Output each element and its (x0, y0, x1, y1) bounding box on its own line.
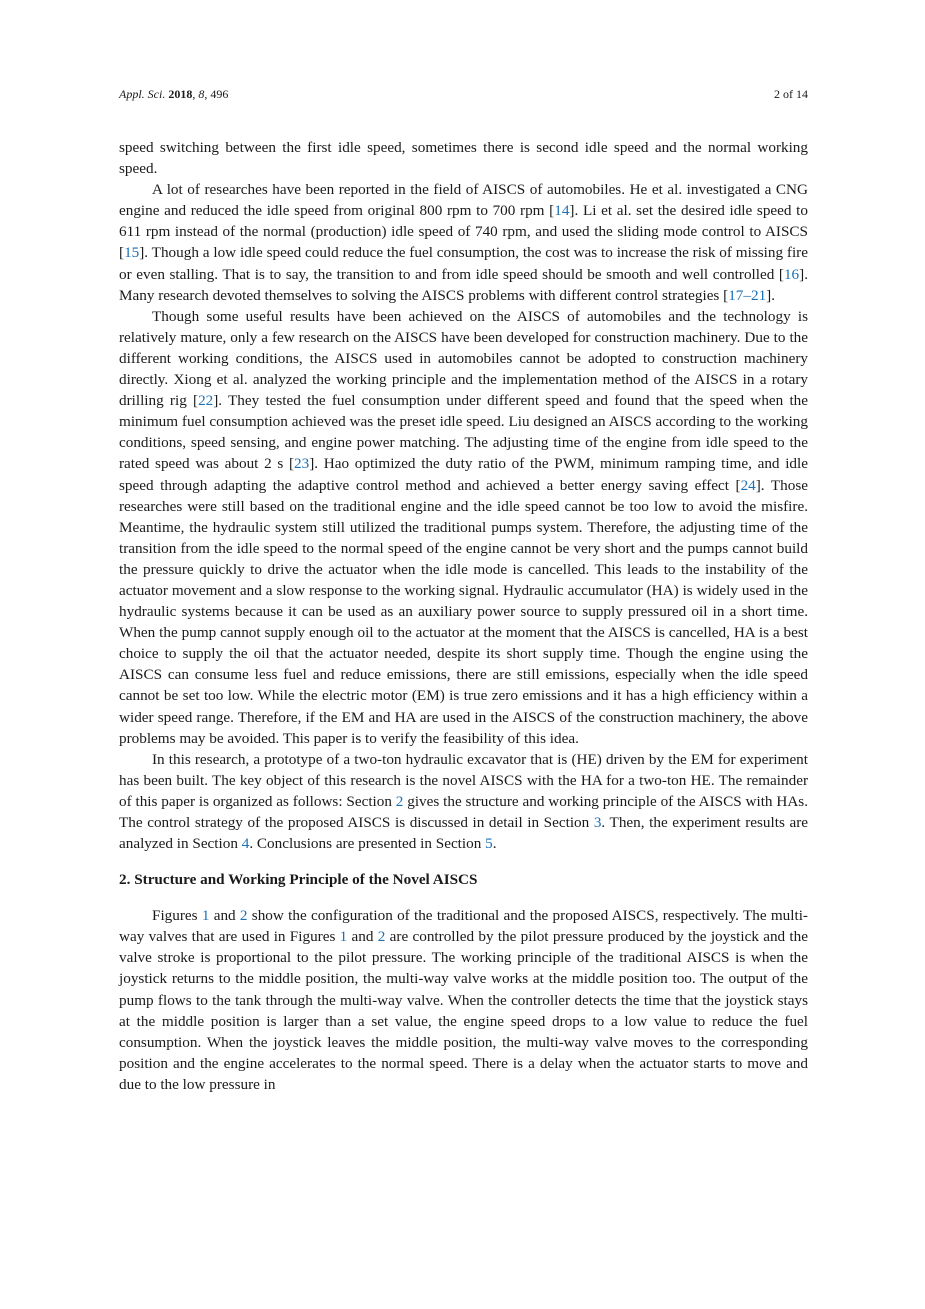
reference-link[interactable]: 5 (485, 835, 493, 853)
page-number: 2 of 14 (774, 87, 808, 101)
body-text (119, 137, 808, 1095)
text-run: . Conclusions are presented in Section (249, 835, 486, 853)
text-run: and (347, 928, 378, 946)
reference-link[interactable]: 15 (124, 244, 140, 262)
text-run: Figures (152, 907, 202, 925)
paragraph (119, 137, 808, 179)
text-run: ]. Hao optimized the duty ratio of the PWM, minimum ramping time, and idle speed through adapting the adaptive control method and achieved a better energy saving effect [ (119, 455, 808, 494)
reference-link[interactable]: 14 (554, 202, 570, 220)
reference-link[interactable]: 2 (395, 792, 404, 810)
text-run: and (209, 907, 240, 925)
paragraph (119, 306, 808, 749)
section-heading: 2. Structure and Working Principle of the Novel AISCS (119, 871, 478, 889)
paragraph (119, 749, 808, 854)
reference-link[interactable]: 4 (241, 835, 250, 853)
intro-paragraphs (119, 137, 808, 854)
text-run: Though some useful results have been achieved on the AISCS of automobiles and the technology is relatively mature, only a few research on the AISCS have been developed for construction machinery. Due to the different working conditions, the AISCS used in automobiles cannot be adopted to construction machinery directly. Xiong et al. analyzed the working principle and the implementation method of the AISCS in a rotary drilling rig [ (119, 307, 808, 410)
reference-link[interactable]: 2 (239, 907, 248, 925)
reference-link[interactable]: 17–21 (728, 286, 767, 304)
text-run: ]. (766, 286, 776, 304)
article-number: 496 (210, 87, 229, 101)
reference-link[interactable]: 24 (740, 476, 756, 494)
text-run: In this research, a prototype of a two-ton hydraulic excavator that is (HE) driven by the EM for experiment has been built. The key object of this research is the novel AISCS with the HA for a two-ton HE. The remainder of this paper is organized as follows: Section (119, 750, 808, 810)
text-run: ]. Those researches were still based on the traditional engine and the idle speed cannot be too low to avoid the misfire. Meantime, the hydraulic system still utilized the traditional pumps system. Therefore, the adjusting time of the transition from the idle speed to the normal speed of the engine cannot be very short and the pumps cannot build the pressure quickly to drive the actuator when the idle mode is cancelled. This leads to the instability of the actuator movement and a slow response to the working signal. Hydraulic accumulator (HA) is widely used in the hydraulic systems because it can be used as an auxiliary power source to supply pressured oil in a short time. When the pump cannot supply enough oil to the actuator at the moment that the AISCS is cancelled, HA is a best choice to supply the oil that the actuator needed, despite its short supply time. Though the engine using the AISCS can consume less fuel and reduce emissions, there are still emissions, especially when the idle speed cannot be set too low. While the electric motor (EM) is true zero emissions and it has a high efficiency within a wider speed range. Therefore, if the EM and HA are used in the AISCS of the construction machinery, the above problems may be avoided. This paper is to verify the feasibility of this idea. (119, 476, 808, 747)
reference-link[interactable]: 23 (294, 455, 310, 473)
reference-link[interactable]: 2 (377, 928, 386, 946)
text-run: ]. Though a low idle speed could reduce the fuel consumption, the cost was to increase the risk of missing fire or even stalling. That is to say, the transition to and from idle speed should be smooth and well controlled [ (119, 244, 808, 283)
text-run: are controlled by the pilot pressure produced by the joystick and the valve stroke is proportional to the pilot pressure. The working principle of the traditional AISCS is when the joystick returns to the middle position, the multi-way valve works at the middle position too. The output of the pump flows to the tank through the multi-way valve. When the controller detects the time that the joystick stays at the middle position is larger than a set value, the engine speed drops to a low value to reduce the fuel consumption. When the joystick leaves the middle position, the multi-way valve moves to the corresponding position and the engine accelerates to the normal speed. There is a delay when the actuator starts to move and due to the low pressure in (119, 928, 808, 1093)
journal-citation: Appl. Sci. 2018, 8, 496 (119, 87, 229, 101)
reference-link[interactable]: 22 (198, 392, 214, 410)
journal-year: 2018 (168, 87, 193, 101)
journal-volume: 8 (198, 87, 205, 101)
section-paragraphs (119, 905, 808, 1095)
text-run: . Then, the experiment results are analyzed in Section (119, 814, 808, 853)
text-run: A lot of researches have been reported in the field of AISCS of automobiles. He et al. investigated a CNG engine and reduced the idle speed from original 800 rpm to 700 rpm [ (119, 181, 808, 220)
text-run: gives the structure and working principle of the AISCS with HAs. The control strategy of the proposed AISCS is discussed in detail in Section (119, 792, 808, 831)
paragraph (119, 905, 808, 1095)
text-run: ]. They tested the fuel consumption under different speed and found that the speed when the minimum fuel consumption achieved was the preset idle speed. Liu designed an AISCS according to the working conditions, speed sensing, and engine power matching. The adjusting time of the engine from idle speed to the rated speed was about 2 s [ (119, 392, 808, 473)
reference-link[interactable]: 3 (593, 814, 602, 831)
reference-link[interactable]: 1 (339, 928, 348, 946)
text-run: speed switching between the first idle speed, sometimes there is second idle speed and the normal working speed. (119, 139, 808, 178)
reference-link[interactable]: 16 (783, 265, 800, 283)
text-run: . (492, 835, 497, 853)
text-run: ]. Li et al. set the desired idle speed to 611 rpm instead of the normal (production) idle speed of 740 rpm, and used the sliding mode control to AISCS [ (119, 202, 808, 262)
text-run: show the configuration of the traditional and the proposed AISCS, respectively. The multi-way valves that are used in Figures (119, 907, 808, 946)
text-run: ]. Many research devoted themselves to solving the AISCS problems with different control strategies [ (119, 265, 808, 304)
paragraph (119, 179, 808, 306)
journal-name: Appl. Sci. (119, 87, 166, 101)
reference-link[interactable]: 1 (201, 907, 210, 925)
